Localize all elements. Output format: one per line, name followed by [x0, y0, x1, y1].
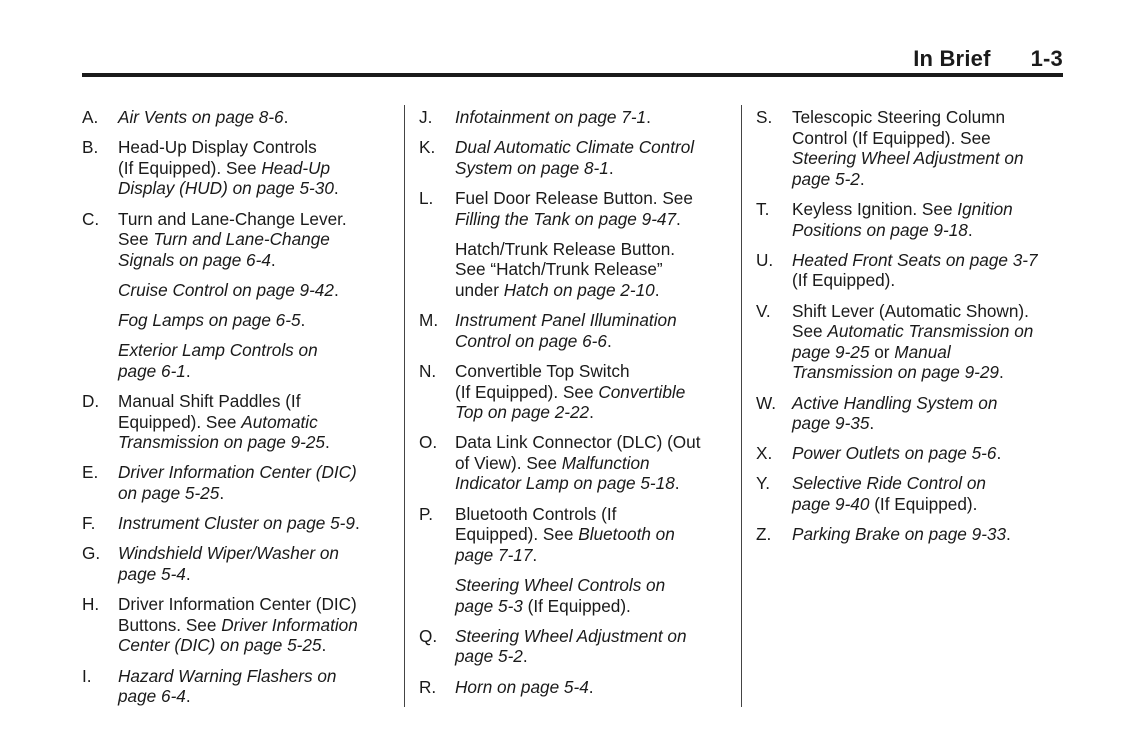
cross-reference-link[interactable]: page 5-2 [792, 168, 860, 189]
cross-reference-link[interactable]: Cruise Control on page 9-42 [118, 279, 334, 300]
cross-reference-link[interactable]: Top on page 2-22 [455, 402, 590, 423]
cross-reference-link[interactable]: Selective Ride Control on [792, 473, 986, 494]
cross-reference-link[interactable]: page 5-2 [455, 646, 523, 667]
cross-reference-link[interactable]: Steering Wheel Adjustment on [455, 625, 687, 646]
cross-reference-link[interactable]: on page 5-25 [118, 483, 220, 504]
cross-reference-link[interactable]: Instrument Cluster on page 5-9 [118, 513, 355, 534]
cross-reference-link[interactable]: Center (DIC) on page 5-25 [118, 635, 322, 656]
legend-item-a: A. Air Vents on page 8-6. [82, 107, 289, 127]
page-header [913, 46, 1063, 72]
legend-item-k: K. Dual Automatic Climate Control System on page 8-1. [419, 137, 695, 178]
legend-item-y: Y. Selective Ride Control on page 9-40 (If Equipped). [756, 473, 986, 515]
legend-item-z: Z. Parking Brake on page 9-33. [756, 524, 1011, 545]
legend-item-q: Q. Steering Wheel Adjustment on page 5-2. [419, 625, 687, 667]
cross-reference-link[interactable]: Hazard Warning Flashers on [118, 665, 337, 686]
cross-reference-link[interactable]: Active Handling System on [792, 392, 998, 413]
legend-item-e: E. Driver Information Center (DIC) on page 5-25. [82, 462, 357, 504]
cross-reference-link[interactable]: System on page 8-1 [455, 157, 609, 178]
cross-reference-link[interactable]: Automatic [241, 411, 318, 432]
cross-reference-link[interactable]: page 9-25 [792, 341, 870, 362]
cross-reference-link[interactable]: Air Vents on page 8-6 [118, 107, 284, 127]
cross-reference-link[interactable]: Manual [894, 341, 951, 362]
legend-item-f: F. Instrument Cluster on page 5-9. [82, 513, 360, 534]
cross-reference-link[interactable]: Hatch on page 2-10 [503, 279, 655, 300]
cross-reference-link[interactable]: page 6-4 [118, 686, 186, 707]
cross-reference-link[interactable]: Driver Information Center (DIC) [118, 462, 357, 483]
header-rule [82, 73, 1063, 77]
cross-reference-link[interactable]: Indicator Lamp on page 5-18 [455, 473, 675, 494]
cross-reference-link[interactable]: Driver Information [221, 614, 358, 635]
legend-item-l: L. Fuel Door Release Button. See Filling the Tank on page 9-47. [419, 187, 693, 229]
column-2 [419, 107, 737, 707]
legend-item-m: M. Instrument Panel Illumination Control on page 6-6. [419, 310, 677, 351]
cross-reference-link[interactable]: Malfunction [561, 452, 650, 473]
column-divider [741, 105, 742, 707]
cross-reference-link[interactable]: Turn and Lane-Change [153, 229, 330, 250]
cross-reference-link[interactable]: Horn on page 5-4 [455, 676, 589, 697]
legend-item-x: X. Power Outlets on page 5-6. [756, 443, 1002, 464]
legend-item-s: S. Telescopic Steering Column Control (If Equipped). See Steering Wheel Adjustment on page 5-2. [756, 107, 1024, 189]
cross-reference-link[interactable]: Fog Lamps on page 6-5 [118, 310, 301, 331]
legend-subitem-exterior-lamps: Exterior Lamp Controls on page 6-1. [118, 340, 318, 381]
legend-item-n: N. Convertible Top Switch (If Equipped). See Convertible Top on page 2-22. [419, 360, 686, 423]
cross-reference-link[interactable]: Bluetooth on [578, 524, 675, 545]
legend-item-r: R. Horn on page 5-4. [419, 676, 594, 697]
cross-reference-link[interactable]: page 7-17 [455, 544, 533, 565]
cross-reference-link[interactable]: Positions on page 9-18 [792, 219, 968, 240]
legend-item-v: V. Shift Lever (Automatic Shown). See Automatic Transmission on page 9-25 or Manual Transmission on page 9-29. [756, 300, 1034, 383]
legend-item-j: J. Infotainment on page 7-1. [419, 107, 651, 127]
cross-reference-link[interactable]: Infotainment on page 7-1 [455, 107, 647, 127]
legend-subitem-fog-lamps: Fog Lamps on page 6-5. [118, 310, 306, 331]
legend-item-b: B. Head-Up Display Controls (If Equipped). See Head-Up Display (HUD) on page 5-30. [82, 137, 339, 199]
cross-reference-link[interactable]: Convertible [598, 381, 686, 402]
cross-reference-link[interactable]: Head-Up [261, 157, 331, 178]
column-3 [756, 107, 1076, 554]
legend-item-h: H. Driver Information Center (DIC) Buttons. See Driver Information Center (DIC) on page 5-25. [82, 594, 358, 656]
cross-reference-link[interactable]: page 9-40 [792, 494, 870, 515]
cross-reference-link[interactable]: page 5-4 [118, 564, 186, 585]
legend-item-g: G. Windshield Wiper/Washer on page 5-4. [82, 543, 339, 585]
cross-reference-link[interactable]: page 9-35 [792, 413, 870, 434]
cross-reference-link[interactable]: Windshield Wiper/Washer on [118, 543, 339, 564]
legend-item-i: I. Hazard Warning Flashers on page 6-4. [82, 665, 337, 707]
cross-reference-link[interactable]: Transmission on page 9-29 [792, 362, 999, 383]
cross-reference-link[interactable]: page 5-3 [455, 595, 523, 616]
cross-reference-link[interactable]: Heated Front Seats on page 3-7 [792, 249, 1038, 270]
cross-reference-link[interactable]: Power Outlets on page 5-6 [792, 443, 997, 464]
cross-reference-link[interactable]: Dual Automatic Climate Control [455, 137, 695, 158]
cross-reference-link[interactable]: Control on page 6-6 [455, 330, 607, 351]
cross-reference-link[interactable]: page 6-1 [118, 360, 186, 381]
legend-item-c: C. Turn and Lane-Change Lever. See Turn and Lane-Change Signals on page 6-4. [82, 208, 347, 270]
section-title: In Brief [913, 46, 991, 71]
cross-reference-link[interactable]: Instrument Panel Illumination [455, 310, 677, 331]
cross-reference-link[interactable]: Automatic Transmission on [827, 321, 1034, 342]
cross-reference-link[interactable]: Ignition [957, 198, 1013, 219]
legend-item-w: W. Active Handling System on page 9-35. [756, 392, 998, 434]
legend-item-t: T. Keyless Ignition. See Ignition Positions on page 9-18. [756, 198, 1013, 240]
cross-reference-link[interactable]: Parking Brake on page 9-33 [792, 524, 1007, 545]
column-1 [82, 107, 400, 716]
cross-reference-link[interactable]: Display (HUD) on page 5-30 [118, 178, 334, 199]
legend-item-u: U. Heated Front Seats on page 3-7 (If Equipped). [756, 249, 1038, 291]
cross-reference-link[interactable]: Filling the Tank on page 9-47 [455, 208, 677, 229]
legend-subitem-hatch-release: Hatch/Trunk Release Button. See “Hatch/Trunk Release” under Hatch on page 2-10. [455, 238, 676, 300]
legend-item-p: P. Bluetooth Controls (If Equipped). See Bluetooth on page 7-17. [419, 503, 675, 565]
cross-reference-link[interactable]: Transmission on page 9-25 [118, 432, 325, 453]
cross-reference-link[interactable]: Steering Wheel Controls on [455, 575, 666, 596]
cross-reference-link[interactable]: Signals on page 6-4 [118, 249, 271, 270]
page-number: 1-3 [1030, 46, 1063, 71]
legend-subitem-steering-wheel-controls: Steering Wheel Controls on page 5-3 (If Equipped). [455, 575, 666, 616]
legend-item-o: O. Data Link Connector (DLC) (Out of View). See Malfunction Indicator Lamp on page 5-18. [419, 432, 701, 494]
cross-reference-link[interactable]: Steering Wheel Adjustment on [792, 148, 1024, 169]
legend-subitem-cruise-control: Cruise Control on page 9-42. [118, 279, 339, 300]
column-divider [404, 105, 405, 707]
cross-reference-link[interactable]: Exterior Lamp Controls on [118, 340, 318, 361]
legend-item-d: D. Manual Shift Paddles (If Equipped). See Automatic Transmission on page 9-25. [82, 391, 330, 453]
